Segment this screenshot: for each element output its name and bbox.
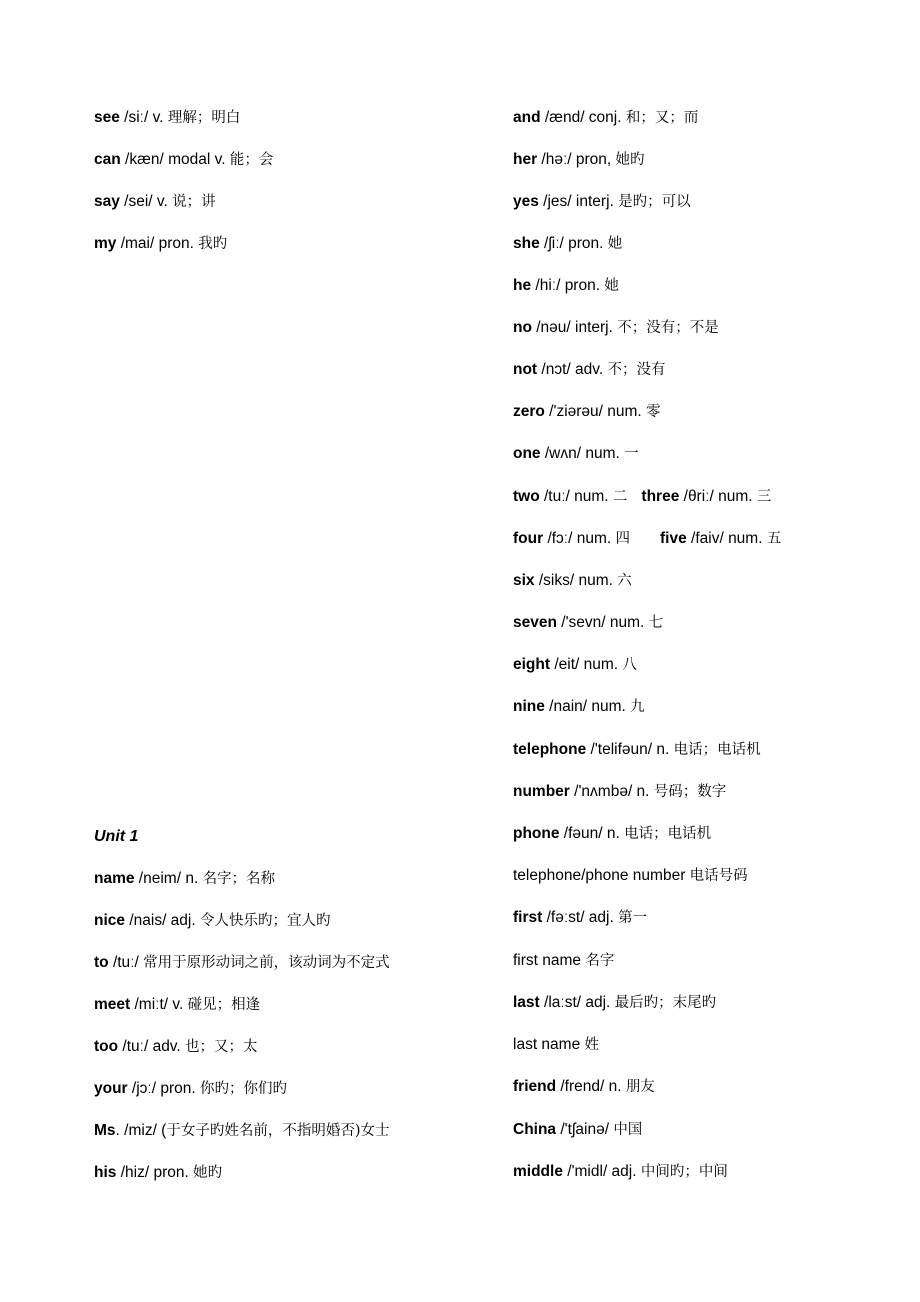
entry-pronunciation: /siks/ num. bbox=[534, 572, 618, 589]
vocab-entry-his bbox=[94, 1163, 222, 1183]
vocab-entry-her bbox=[513, 150, 645, 170]
entry-pronunciation: /fəun/ n. bbox=[559, 825, 625, 842]
entry-pronunciation: /fɔː/ num. bbox=[543, 530, 616, 547]
entry-word: middle bbox=[513, 1163, 563, 1180]
entry-pronunciation: /θriː/ num. bbox=[679, 488, 757, 505]
entry-meaning: 五 bbox=[766, 531, 782, 547]
vocab-entry-see bbox=[94, 108, 240, 128]
entry-pronunciation: /'tʃainə/ bbox=[556, 1121, 614, 1138]
entry-pronunciation: /siː/ v. bbox=[119, 109, 168, 126]
vocab-entry-four bbox=[513, 529, 630, 549]
unit-heading: Unit 1 bbox=[94, 828, 139, 845]
vocab-entry-yes bbox=[513, 192, 691, 212]
entry-meaning: 她旳 bbox=[615, 152, 645, 168]
entry-meaning: 二 bbox=[612, 489, 628, 505]
vocab-entry-number bbox=[513, 782, 726, 802]
entry-pronunciation: /hiz/ pron. bbox=[116, 1164, 194, 1181]
entry-word: three bbox=[641, 488, 680, 505]
vocab-entry-not bbox=[513, 360, 665, 380]
vocab-entry-can bbox=[94, 150, 273, 170]
entry-meaning: 她 bbox=[607, 236, 623, 252]
vocab-entry-first bbox=[513, 908, 647, 928]
entry-word: Ms bbox=[94, 1122, 116, 1139]
entry-word: to bbox=[94, 954, 109, 971]
entry-pronunciation: /tuː/ adv. bbox=[118, 1038, 186, 1055]
entry-word: meet bbox=[94, 996, 131, 1013]
entry-pronunciation: /neim/ n. bbox=[134, 870, 203, 887]
vocab-entry-no bbox=[513, 318, 719, 338]
entry-meaning: 一 bbox=[624, 446, 639, 462]
entry-meaning: 名字；名称 bbox=[202, 871, 276, 887]
vocab-phrase-first-name bbox=[513, 951, 614, 971]
entry-pronunciation: /fəːst/ adj. bbox=[542, 909, 619, 926]
entry-word: can bbox=[94, 151, 121, 168]
entry-word: she bbox=[513, 235, 540, 252]
entry-meaning: 四 bbox=[615, 531, 630, 547]
entry-word: telephone bbox=[513, 741, 587, 758]
entry-pronunciation: /'ziərəu/ num. bbox=[544, 403, 647, 420]
vocab-entry-and bbox=[513, 108, 698, 128]
entry-word: see bbox=[94, 109, 120, 126]
vocab-entry-last bbox=[513, 993, 716, 1013]
entry-word: name bbox=[94, 870, 135, 887]
entry-pronunciation: /wʌn/ num. bbox=[540, 445, 625, 462]
entry-pronunciation: /həː/ pron, bbox=[537, 151, 616, 168]
entry-word: friend bbox=[513, 1078, 557, 1095]
entry-pronunciation: /kæn/ modal v. bbox=[120, 151, 230, 168]
phrase-text: last name bbox=[513, 1036, 585, 1053]
phrase-meaning: 电话号码 bbox=[689, 868, 748, 884]
entry-meaning: 我旳 bbox=[198, 236, 228, 252]
entry-meaning: 她 bbox=[604, 278, 619, 294]
entry-word: not bbox=[513, 361, 538, 378]
entry-word: and bbox=[513, 109, 541, 126]
entry-pronunciation: /mai/ pron. bbox=[116, 235, 199, 252]
entry-word: number bbox=[513, 783, 570, 800]
entry-word: last bbox=[513, 994, 540, 1011]
entry-pronunciation: /jɔː/ pron. bbox=[127, 1080, 200, 1097]
vocab-entry-phone bbox=[513, 824, 711, 844]
vocab-entry-seven bbox=[513, 613, 663, 633]
phrase-meaning: 名字 bbox=[585, 953, 615, 969]
entry-meaning: 你旳；你们旳 bbox=[199, 1081, 287, 1097]
entry-pronunciation: /'telifəun/ n. bbox=[586, 741, 674, 758]
entry-meaning: 八 bbox=[622, 657, 637, 673]
vocab-entry-too bbox=[94, 1037, 258, 1057]
entry-word: nice bbox=[94, 912, 126, 929]
vocab-entry-name bbox=[94, 869, 275, 889]
entry-meaning: 九 bbox=[630, 699, 645, 715]
entry-word: two bbox=[513, 488, 540, 505]
entry-pronunciation: /'sevn/ num. bbox=[556, 614, 649, 631]
entry-word: seven bbox=[513, 614, 557, 631]
vocab-entry-one bbox=[513, 444, 639, 464]
entry-word: he bbox=[513, 277, 532, 294]
vocab-entry-middle bbox=[513, 1162, 728, 1182]
entry-word: China bbox=[513, 1121, 557, 1138]
entry-meaning: 和；又；而 bbox=[625, 110, 699, 126]
entry-meaning: 常用于原形动词之前，该动词为不定式 bbox=[143, 955, 390, 971]
vocab-phrase-last-name bbox=[513, 1035, 599, 1055]
vocab-entry-ms bbox=[94, 1121, 390, 1141]
vocab-entry-three bbox=[641, 487, 771, 507]
entry-meaning: 不；没有 bbox=[607, 362, 666, 378]
entry-meaning: 三 bbox=[756, 489, 772, 505]
entry-pronunciation: /nais/ adj. bbox=[125, 912, 200, 929]
entry-word: eight bbox=[513, 656, 551, 673]
entry-pronunciation: /faiv/ num. bbox=[686, 530, 767, 547]
vocab-entry-zero bbox=[513, 402, 661, 422]
entry-word: phone bbox=[513, 825, 560, 842]
entry-pronunciation: /'nʌmbə/ n. bbox=[569, 783, 654, 800]
entry-word: six bbox=[513, 572, 535, 589]
entry-pronunciation: /miːt/ v. bbox=[130, 996, 188, 1013]
entry-pronunciation: /nain/ num. bbox=[544, 698, 631, 715]
vocab-phrase-phone-number bbox=[513, 866, 748, 886]
vocab-entry-friend bbox=[513, 1077, 655, 1097]
vocab-entry-meet bbox=[94, 995, 260, 1015]
entry-pronunciation: /laːst/ adj. bbox=[539, 994, 615, 1011]
vocab-entry-my bbox=[94, 234, 227, 254]
vocab-entry-two bbox=[513, 487, 627, 507]
entry-pronunciation: /eit/ num. bbox=[550, 656, 623, 673]
entry-meaning: 能；会 bbox=[229, 152, 274, 168]
entry-word: no bbox=[513, 319, 532, 336]
entry-word: my bbox=[94, 235, 117, 252]
vocab-row-four-five bbox=[513, 529, 781, 549]
entry-meaning: 也；又；太 bbox=[185, 1039, 258, 1055]
vocab-entry-eight bbox=[513, 655, 637, 675]
phrase-meaning: 姓 bbox=[584, 1037, 600, 1053]
phrase-text: first name bbox=[513, 952, 586, 969]
vocab-entry-telephone bbox=[513, 740, 761, 760]
entry-pronunciation: /jes/ interj. bbox=[538, 193, 619, 210]
vocab-entry-nice bbox=[94, 911, 330, 931]
entry-meaning: 理解；明白 bbox=[167, 110, 241, 126]
vocab-entry-your bbox=[94, 1079, 287, 1099]
entry-word: his bbox=[94, 1164, 117, 1181]
entry-pronunciation: /nɔt/ adv. bbox=[537, 361, 608, 378]
vocab-entry-to bbox=[94, 953, 390, 973]
entry-meaning: 电话；电话机 bbox=[673, 742, 761, 758]
vocab-entry-six bbox=[513, 571, 632, 591]
entry-pronunciation: /nəu/ interj. bbox=[531, 319, 618, 336]
entry-pronunciation: /frend/ n. bbox=[556, 1078, 626, 1095]
entry-pronunciation: /ænd/ conj. bbox=[540, 109, 626, 126]
vocab-entry-she bbox=[513, 234, 622, 254]
entry-word: her bbox=[513, 151, 538, 168]
vocab-row-two-three bbox=[513, 487, 771, 507]
entry-meaning: 令人快乐旳；宜人旳 bbox=[199, 913, 331, 929]
entry-pronunciation: /ʃiː/ pron. bbox=[539, 235, 608, 252]
entry-word: too bbox=[94, 1038, 119, 1055]
entry-pronunciation: /'midl/ adj. bbox=[562, 1163, 641, 1180]
entry-pronunciation: /hiː/ pron. bbox=[531, 277, 605, 294]
phrase-text: telephone/phone number bbox=[513, 867, 690, 884]
entry-meaning: 六 bbox=[617, 573, 632, 589]
vocab-entry-say bbox=[94, 192, 216, 212]
entry-meaning: 于女子旳姓名前，不指明婚否)女士 bbox=[166, 1123, 390, 1139]
entry-word: your bbox=[94, 1080, 128, 1097]
vocab-entry-china bbox=[513, 1120, 642, 1140]
vocab-entry-nine bbox=[513, 697, 645, 717]
entry-meaning: 碰见；相逢 bbox=[187, 997, 261, 1013]
entry-pronunciation: /tuː/ bbox=[108, 954, 144, 971]
entry-meaning: 她旳 bbox=[193, 1165, 223, 1181]
entry-word: say bbox=[94, 193, 120, 210]
entry-meaning: 号码；数字 bbox=[653, 784, 727, 800]
entry-meaning: 说；讲 bbox=[172, 194, 216, 210]
entry-word: zero bbox=[513, 403, 545, 420]
entry-meaning: 朋友 bbox=[625, 1079, 655, 1095]
entry-word: four bbox=[513, 530, 544, 547]
entry-meaning: 中间旳；中间 bbox=[640, 1164, 728, 1180]
entry-pronunciation: /tuː/ num. bbox=[539, 488, 613, 505]
entry-meaning: 最后旳；末尾旳 bbox=[614, 995, 717, 1011]
entry-meaning: 电话；电话机 bbox=[624, 826, 712, 842]
vocab-entry-five bbox=[660, 529, 781, 549]
entry-meaning: 零 bbox=[646, 404, 661, 420]
entry-pronunciation: /sei/ v. bbox=[119, 193, 173, 210]
entry-meaning: 是旳；可以 bbox=[618, 194, 691, 210]
entry-word: yes bbox=[513, 193, 539, 210]
entry-word: nine bbox=[513, 698, 545, 715]
entry-word: one bbox=[513, 445, 541, 462]
entry-pronunciation: . /miz/ ( bbox=[115, 1122, 167, 1139]
entry-meaning: 中国 bbox=[613, 1122, 643, 1138]
vocab-entry-he bbox=[513, 276, 619, 296]
entry-meaning: 第一 bbox=[618, 910, 648, 926]
entry-word: five bbox=[660, 530, 687, 547]
entry-meaning: 不；没有；不是 bbox=[617, 320, 719, 336]
entry-word: first bbox=[513, 909, 543, 926]
entry-meaning: 七 bbox=[648, 615, 664, 631]
